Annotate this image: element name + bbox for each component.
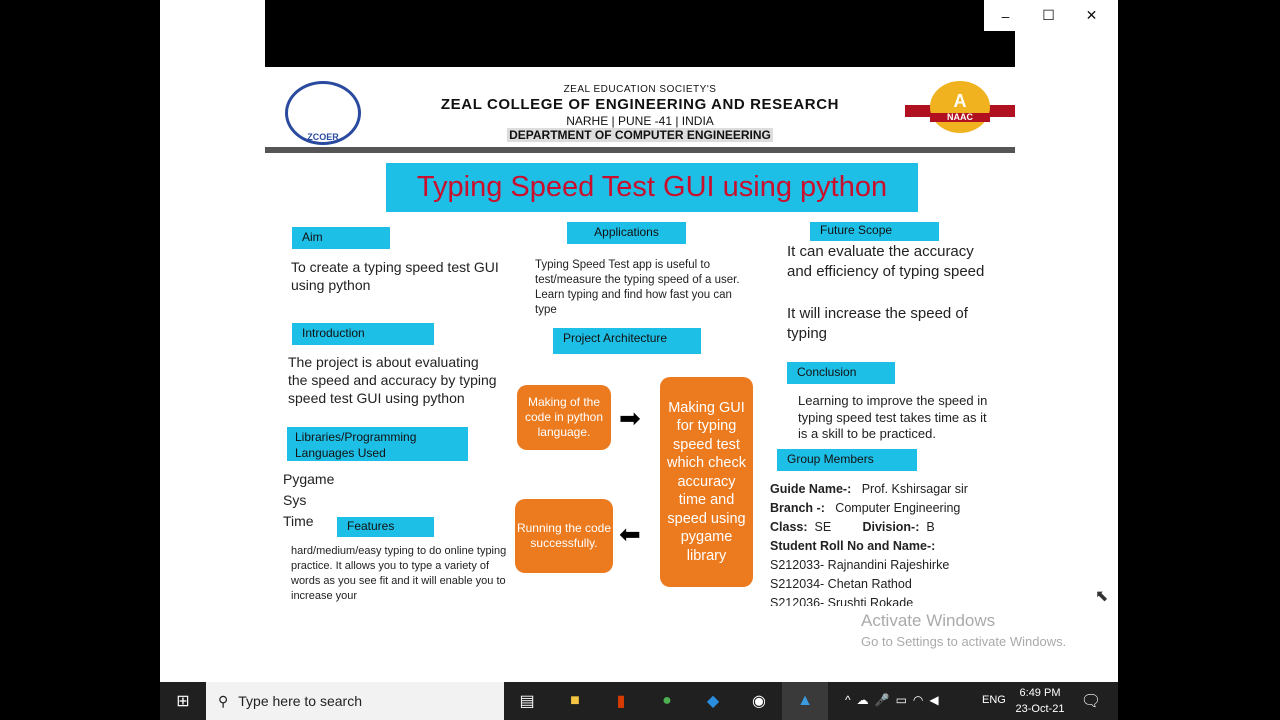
search-input[interactable]: ⚲ Type here to search bbox=[206, 682, 504, 720]
arch-box-code: Making of the code in python language. bbox=[517, 385, 611, 450]
close-button[interactable]: ✕ bbox=[1070, 0, 1113, 31]
chrome-icon[interactable]: ● bbox=[662, 692, 672, 709]
logo-text: ZCOER bbox=[307, 132, 339, 142]
activate-windows-sub: Go to Settings to activate Windows. bbox=[861, 634, 1067, 649]
college-location: NARHE | PUNE -41 | INDIA bbox=[566, 114, 714, 128]
windows-start-icon[interactable]: ⊞ bbox=[176, 693, 190, 710]
future-scope-label: Future Scope bbox=[810, 222, 939, 241]
minimize-button[interactable]: – bbox=[984, 0, 1027, 31]
features-text: hard/medium/easy typing to do online typing practice. It allows you to type a variety of words as you see fit and it will enable you to increase your bbox=[291, 545, 507, 602]
society-name: ZEAL EDUCATION SOCIETY'S bbox=[563, 84, 717, 95]
student: S212034- Chetan Rathod bbox=[770, 577, 912, 591]
group-members-label: Group Members bbox=[777, 449, 917, 471]
library-item: Pygame bbox=[283, 471, 335, 487]
arch-box-run: Running the code successfully. bbox=[515, 499, 613, 573]
introduction-text: The project is about evaluating the speed and accuracy by typing speed test GUI using python bbox=[288, 354, 497, 407]
department-name: DEPARTMENT OF COMPUTER ENGINEERING bbox=[509, 128, 771, 142]
taskbar bbox=[160, 682, 1118, 720]
group-members: Guide Name-: Prof. Kshirsagar sir Branch -: Computer Engineering Class: SE Division-: B Student Roll No and Name-: S212033- Rajnandini Rajeshirke S212034- Chetan Rathod S212036- Srushti Rokade bbox=[770, 480, 1010, 606]
student: S212033- Rajnandini Rajeshirke bbox=[770, 558, 950, 572]
future-scope-text: It can evaluate the accuracy and efficiency of typing speed bbox=[787, 243, 985, 280]
libraries-label: Libraries/Programming Languages Used bbox=[287, 427, 468, 461]
activate-windows-title: Activate Windows bbox=[861, 611, 996, 630]
poster-title: Typing Speed Test GUI using python bbox=[386, 163, 918, 212]
system-tray-icons[interactable]: ^☁🎤▭◠◀ bbox=[845, 693, 945, 707]
task-view-icon[interactable]: ▤ bbox=[519, 693, 535, 710]
conclusion-label: Conclusion bbox=[787, 362, 895, 384]
vscode-icon[interactable]: ◆ bbox=[706, 693, 720, 710]
photos-icon[interactable]: ▲ bbox=[782, 682, 828, 720]
arrow-left-icon: ⬅ bbox=[619, 519, 641, 549]
maximize-button[interactable]: ☐ bbox=[1027, 0, 1070, 31]
office-icon[interactable]: ▮ bbox=[616, 693, 626, 710]
arrow-right-icon: ➡ bbox=[619, 403, 641, 433]
file-explorer-icon[interactable]: ■ bbox=[570, 692, 580, 709]
poster-slide bbox=[265, 67, 1015, 606]
arch-box-gui: Making GUI for typing speed test which check accuracy time and speed using pygame library bbox=[660, 377, 753, 587]
college-name: ZEAL COLLEGE OF ENGINEERING AND RESEARCH bbox=[440, 96, 840, 113]
student: S212036- Srushti Rokade bbox=[770, 596, 914, 606]
libraries-list bbox=[283, 469, 334, 532]
library-item: Sys bbox=[283, 492, 307, 508]
naac-logo: A NAAC bbox=[905, 81, 1015, 133]
aim-label: Aim bbox=[292, 227, 390, 249]
notification-icon[interactable]: 🗨 bbox=[1080, 693, 1102, 710]
header-divider bbox=[265, 147, 1015, 153]
library-item: Time bbox=[283, 513, 314, 529]
applications-text: Typing Speed Test app is useful to test/measure the typing speed of a user. Learn typing and find how fast you can type bbox=[535, 259, 740, 316]
slide-top-bar-end bbox=[984, 31, 1015, 67]
language-indicator[interactable]: ENG bbox=[982, 694, 1006, 706]
applications-label: Applications bbox=[567, 222, 686, 244]
introduction-label: Introduction bbox=[292, 323, 434, 345]
aim-text: To create a typing speed test GUI using python bbox=[291, 259, 499, 294]
slide-top-bar bbox=[265, 0, 984, 67]
conclusion-text: Learning to improve the speed in typing speed test takes time as it is a skill to be practiced. bbox=[798, 393, 988, 441]
architecture-label: Project Architecture bbox=[553, 328, 701, 354]
obs-icon[interactable]: ◉ bbox=[752, 693, 766, 710]
search-icon: ⚲ bbox=[218, 692, 229, 709]
future-scope-text-2: It will increase the speed of typing bbox=[787, 305, 968, 342]
mouse-cursor-icon: ⬉ bbox=[1095, 588, 1109, 605]
features-label: Features bbox=[337, 517, 434, 537]
clock[interactable]: 6:49 PM 23-Oct-21 bbox=[1015, 687, 1065, 715]
